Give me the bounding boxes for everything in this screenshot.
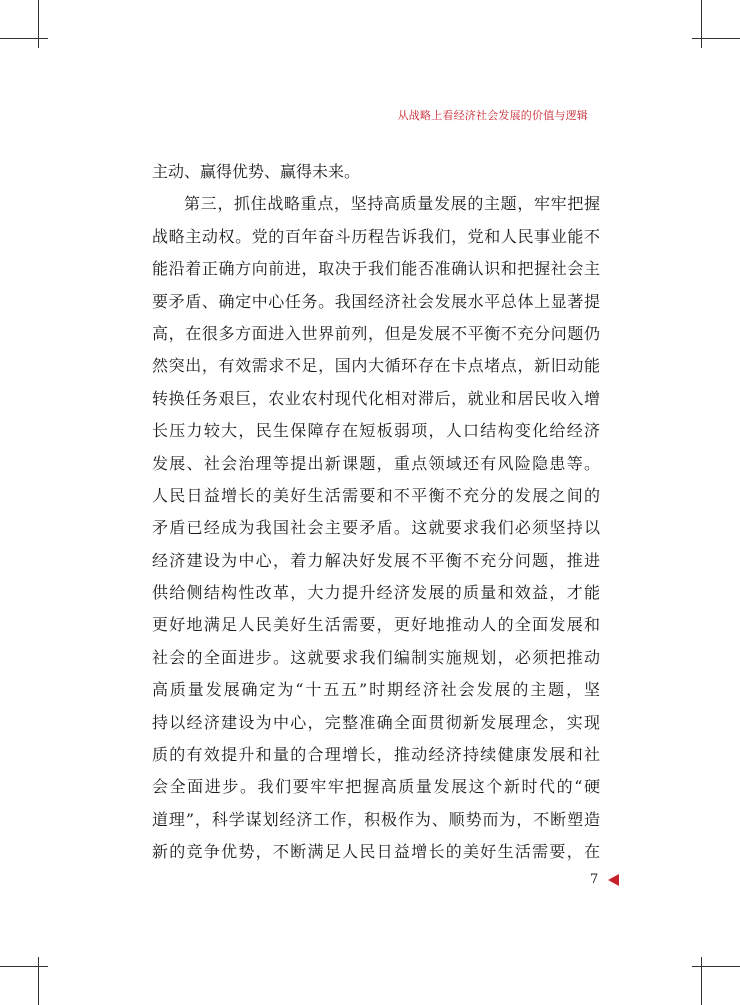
crop-mark-top-left-horizontal — [0, 38, 48, 39]
crop-mark-top-right-vertical — [701, 0, 702, 48]
text-line: 能沿着正确方向前进，取决于我们能否准确认识和把握社会主 — [152, 259, 600, 279]
text-line: 矛盾已经成为我国社会主要矛盾。这就要求我们必须坚持以 — [152, 518, 600, 538]
text-line: 更好地满足人民美好生活需要，更好地推动人的全面发展和 — [152, 615, 600, 635]
text-line: 发展、社会治理等提出新课题，重点领域还有风险隐患等。 — [152, 453, 600, 473]
text-line: 长压力较大，民生保障存在短板弱项，人口结构变化给经济 — [152, 421, 600, 441]
text-line: 高质量发展确定为“十五五”时期经济社会发展的主题，坚 — [152, 680, 600, 700]
text-line: 主动、赢得优势、赢得未来。 — [152, 162, 361, 181]
text-line: 战略主动权。党的百年奋斗历程告诉我们，党和人民事业能不 — [152, 226, 600, 246]
text-line: 要矛盾、确定中心任务。我国经济社会发展水平总体上显著提 — [152, 291, 600, 311]
text-line: 人民日益增长的美好生活需要和不平衡不充分的发展之间的 — [152, 485, 600, 505]
text-line: 新的竞争优势，不断满足人民日益增长的美好生活需要，在 — [152, 842, 600, 862]
text-line: 供给侧结构性改革，大力提升经济发展的质量和效益，才能 — [152, 583, 600, 603]
text-line: 高，在很多方面进入世界前列，但是发展不平衡不充分问题仍 — [152, 323, 600, 343]
crop-mark-bottom-right-vertical — [701, 957, 702, 1005]
crop-mark-top-right-horizontal — [692, 38, 740, 39]
text-line: 转换任务艰巨，农业农村现代化相对滞后，就业和居民收入增 — [152, 388, 600, 408]
text-line: 经济建设为中心，着力解决好发展不平衡不充分问题，推进 — [152, 550, 600, 570]
running-header: 从战略上看经济社会发展的价值与逻辑 — [397, 109, 588, 122]
crop-mark-top-left-vertical — [38, 0, 39, 48]
text-line: 然突出，有效需求不足，国内大循环存在卡点堵点，新旧动能 — [152, 356, 600, 376]
text-line: 道理”，科学谋划经济工作，积极作为、顺势而为，不断塑造 — [152, 809, 600, 829]
text-line: 会全面进步。我们要牢牢把握高质量发展这个新时代的“硬 — [152, 777, 600, 797]
text-line: 质的有效提升和量的合理增长，推动经济持续健康发展和社 — [152, 745, 600, 765]
crop-mark-bottom-right-horizontal — [692, 966, 740, 967]
page-number: 7 — [590, 872, 599, 887]
left-triangle-icon — [608, 874, 619, 886]
crop-mark-bottom-left-horizontal — [0, 966, 48, 967]
body-text — [152, 156, 600, 869]
text-line: 持以经济建设为中心，完整准确全面贯彻新发展理念，实现 — [152, 712, 600, 732]
crop-mark-bottom-left-vertical — [38, 957, 39, 1005]
text-line: 社会的全面进步。这就要求我们编制实施规划，必须把推动 — [152, 647, 600, 667]
text-line: 第三，抓住战略重点，坚持高质量发展的主题，牢牢把握 — [184, 194, 600, 214]
